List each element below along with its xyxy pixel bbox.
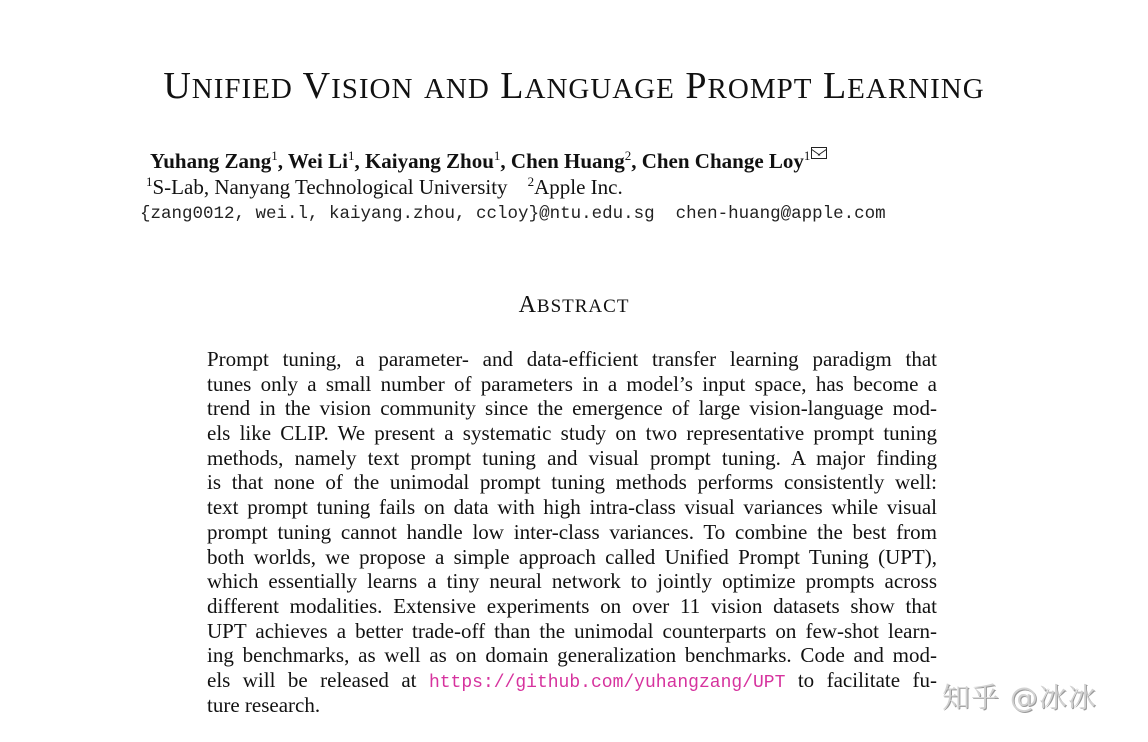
author-list: Yuhang Zang$^1$, Wei Li$^1$, Kaiyang Zhou$^1$, Chen Huang$^2$, Chen Change Loy$^1$ <box>150 147 827 174</box>
title-word-cap: P <box>685 65 708 107</box>
author-affil-marker: 1 <box>803 148 811 163</box>
title-word-rest: EARNING <box>847 73 985 105</box>
title-word-rest: ISION <box>331 73 414 105</box>
abstract-line: ing benchmarks, as well as on domain generalization benchmarks. Code and mod- <box>207 643 937 668</box>
abstract-heading-cap: A <box>518 292 537 318</box>
abstract-line: which essentially learns a tiny neural network to jointly optimize prompts across <box>207 569 937 594</box>
author-affil-marker: 2 <box>624 148 632 163</box>
author-emails <box>140 204 886 224</box>
zhihu-watermark: 知乎 @冰冰 <box>942 681 1097 714</box>
abstract-line: prompt tuning cannot handle low inter-class variances. To combine the best from <box>207 519 937 544</box>
envelope-icon <box>811 147 827 159</box>
affil-marker: 1 <box>146 174 153 189</box>
author-affil-marker: 1 <box>347 148 355 163</box>
code-repo-link[interactable]: https://github.com/yuhangzang/UPT <box>428 672 786 693</box>
abstract-text: to facilitate fu- <box>785 667 937 692</box>
abstract-line: els like CLIP. We present a systematic study on two representative prompt tuning <box>207 421 937 446</box>
title-word-cap: U <box>163 65 192 107</box>
abstract-line: tunes only a small number of parameters in a model’s input space, has become a <box>207 371 937 396</box>
affil-name: Apple Inc. <box>534 175 623 199</box>
title-word-cap: V <box>302 65 332 107</box>
author-affil-marker: 1 <box>493 148 501 163</box>
title-word-cap: L <box>822 65 848 107</box>
title-word-rest: ANGUAGE <box>524 73 675 105</box>
abstract-line: both worlds, we propose a simple approach called Unified Prompt Tuning (UPT), <box>207 544 937 569</box>
abstract-text: els will be released at <box>207 667 429 692</box>
abstract-heading <box>0 292 1148 319</box>
affiliations <box>146 175 623 200</box>
affil-name: S-Lab, Nanyang Technological University <box>152 175 508 199</box>
title-word-rest: AND <box>423 73 490 105</box>
abstract-line: UPT achieves a better trade-off than the unimodal counterparts on few-shot learn- <box>207 618 937 643</box>
author-name: Chen Huang <box>510 149 625 173</box>
affil-marker: 2 <box>527 174 535 189</box>
abstract-line: text prompt tuning fails on data with high intra-class visual variances while visual <box>207 495 937 520</box>
author-name: Kaiyang Zhou <box>364 149 494 173</box>
author-name: Chen Change Loy <box>641 149 804 173</box>
author-name: Yuhang Zang <box>150 149 272 173</box>
abstract-line: methods, namely text prompt tuning and visual prompt tuning. A major finding <box>207 445 937 470</box>
author-name: Wei Li <box>287 149 348 173</box>
title-word-rest: NIFIED <box>191 73 293 105</box>
abstract-line: Prompt tuning, a parameter- and data-efficient transfer learning paradigm that <box>207 347 937 371</box>
title-word-cap: L <box>500 65 525 107</box>
email-single: chen-huang@apple.com <box>675 204 886 224</box>
abstract-heading-rest: BSTRACT <box>536 296 630 317</box>
paper-title <box>0 64 1148 108</box>
abstract-body <box>207 347 937 717</box>
title-word-rest: ROMPT <box>707 73 813 105</box>
author-affil-marker: 1 <box>271 148 278 163</box>
abstract-line: ture research. <box>207 692 321 717</box>
abstract-line: trend in the vision community since the emergence of large vision-language mod- <box>207 396 937 421</box>
abstract-line: is that none of the unimodal prompt tuning methods performs consistently well: <box>207 470 937 495</box>
abstract-line-with-link <box>207 668 937 693</box>
email-group: {zang0012, wei.l, kaiyang.zhou, ccloy}@ntu.edu.sg <box>140 204 655 224</box>
abstract-line: different modalities. Extensive experiments on over 11 vision datasets show that <box>207 593 937 618</box>
